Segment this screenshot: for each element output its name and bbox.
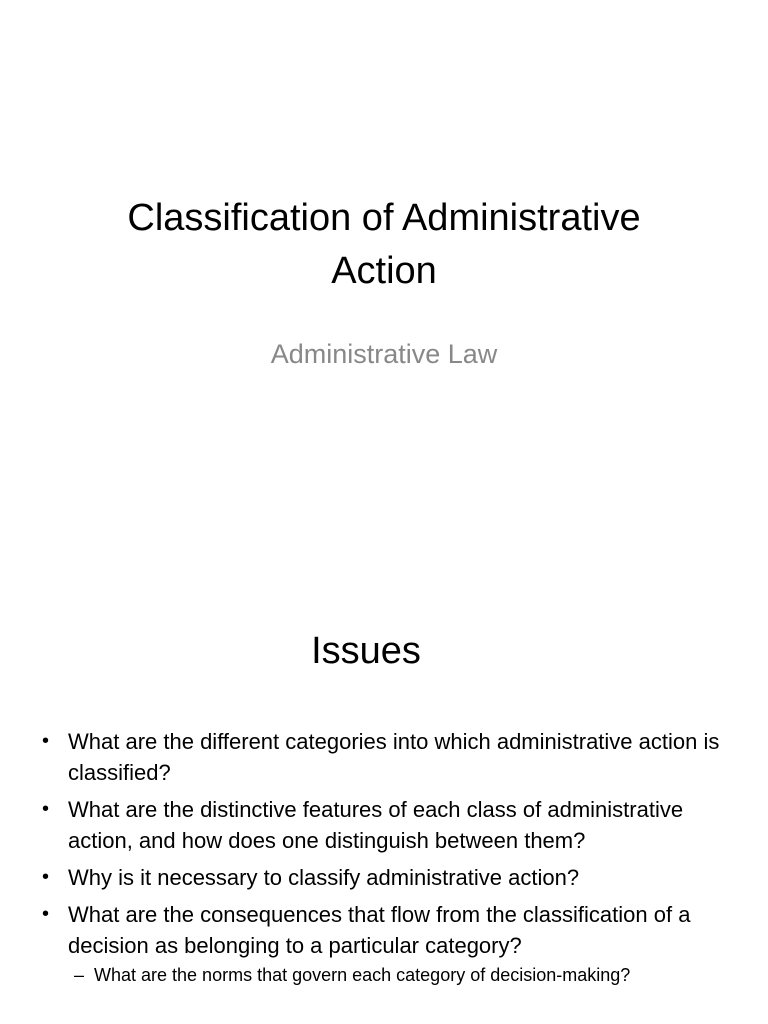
bullet-text: What are the distinctive features of each class of administrative action, and how does one distinguish between them? (68, 797, 684, 853)
sub-bullet-marker: – (74, 965, 85, 985)
bullet-item (40, 726, 730, 788)
bullet-text: What are the consequences that flow from the classification of a decision as belonging to a particular category? (68, 902, 691, 958)
slide-subtitle: Administrative Law (270, 339, 498, 369)
bullet-marker: • (42, 798, 50, 820)
issues-bullet-list (40, 726, 730, 993)
sub-bullet-item (68, 963, 730, 987)
bullet-marker: • (42, 903, 50, 925)
bullet-item (40, 862, 730, 893)
bullet-item (40, 899, 730, 987)
issues-slide (0, 576, 768, 1024)
slide-title (40, 192, 728, 298)
sub-bullet-list (68, 963, 730, 987)
bullet-text: What are the different categories into which administrative action is classified? (68, 729, 720, 785)
bullet-marker: • (42, 730, 50, 752)
bullet-marker: • (42, 866, 50, 888)
sub-bullet-text: What are the norms that govern each category of decision-making? (94, 965, 631, 985)
slide-title-line-2: Action (331, 250, 437, 292)
issues-title: Issues (311, 630, 421, 672)
bullet-item (40, 794, 730, 856)
slide-title-line-1: Classification of Administrative (127, 197, 641, 239)
bullet-text: Why is it necessary to classify administrative action? (68, 865, 580, 890)
